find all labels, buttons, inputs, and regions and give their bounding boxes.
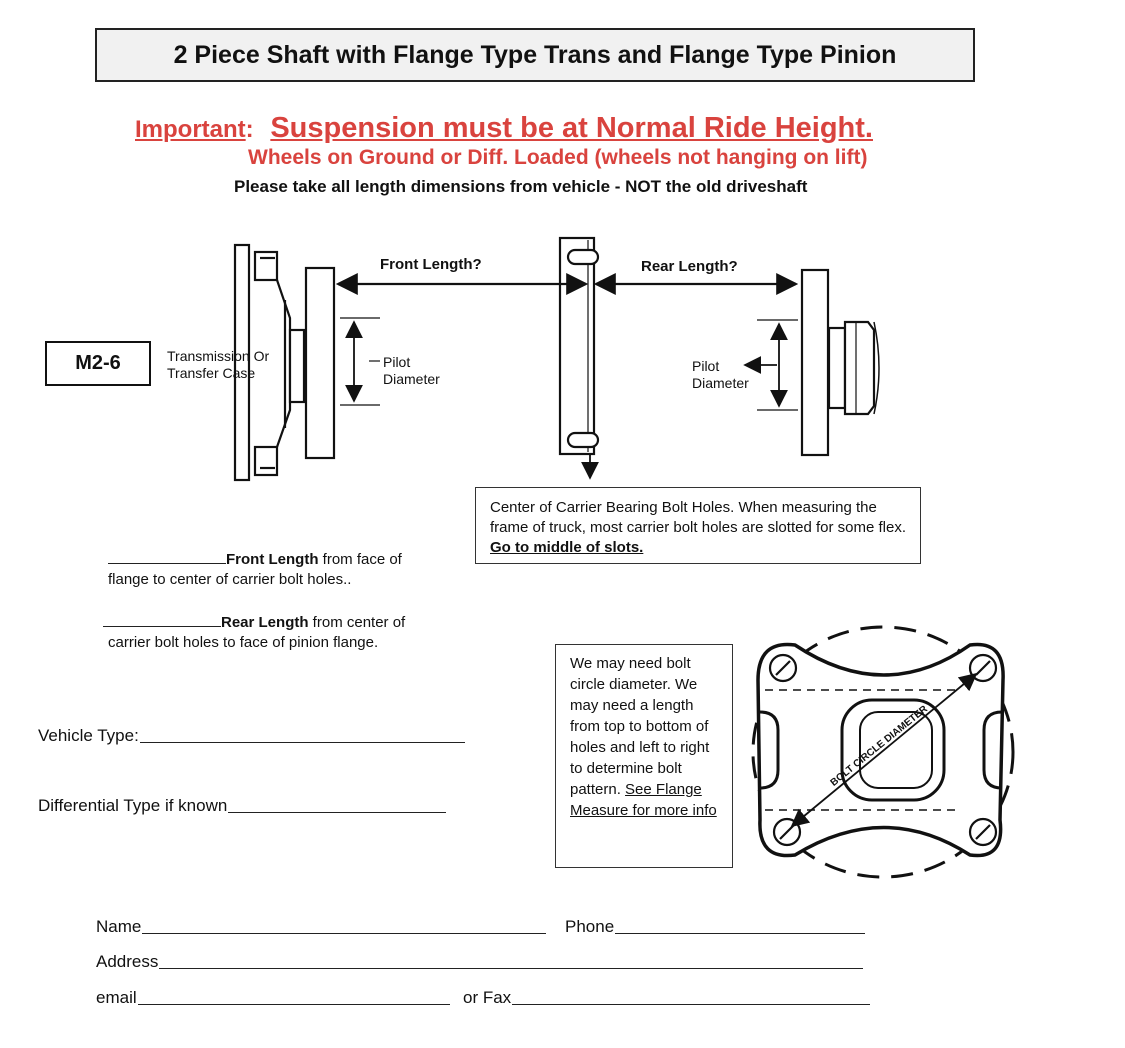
pinion-housing <box>845 322 874 414</box>
pilot-left-line-2: Diameter <box>383 371 440 387</box>
email-field <box>96 988 450 1008</box>
bolt-note-box <box>555 644 733 868</box>
rear-length-label: Rear Length? <box>641 258 738 275</box>
pinion-hub <box>829 328 845 408</box>
pilot-right-line-1: Pilot <box>692 358 720 374</box>
front-length-label: Front Length? <box>380 256 482 273</box>
important-message: Suspension must be at Normal Ride Height. <box>270 112 873 144</box>
name-field <box>96 917 546 937</box>
wheels-note: Wheels on Ground or Diff. Loaded (wheels not hanging on lift) <box>248 146 868 169</box>
fax-field <box>463 988 870 1008</box>
fax-input[interactable] <box>512 1003 870 1005</box>
trans-bolt-top <box>255 252 277 280</box>
carrier-slot-top <box>568 250 598 264</box>
address-field <box>96 952 863 972</box>
carrier-note-box <box>475 487 921 564</box>
trans-housing <box>277 280 290 447</box>
pilot-right-label <box>692 358 749 392</box>
trans-flange <box>306 268 334 458</box>
page-title: 2 Piece Shaft with Flange Type Trans and Flange Type Pinion <box>95 28 975 82</box>
trans-label-line-1: Transmission Or <box>167 348 270 364</box>
name-input[interactable] <box>142 932 546 934</box>
phone-field <box>565 917 865 937</box>
bolt-circle-label: BOLT CIRCLE DIAMETER <box>828 703 930 789</box>
rear-length-blank[interactable] <box>103 626 221 627</box>
pilot-left-label <box>383 354 440 388</box>
pilot-right-line-2: Diameter <box>692 375 749 391</box>
flange-measure-link[interactable]: See Flange Measure for more info <box>570 781 717 819</box>
bolt-note-text: We may need bolt circle diameter. We may need a length from top to bottom of holes and left to right to determine bolt pattern. <box>570 655 710 798</box>
phone-label: Phone <box>565 917 615 936</box>
pinion-flange <box>802 270 828 455</box>
vehicle-type-input[interactable] <box>140 741 465 743</box>
trans-hub <box>290 330 304 402</box>
front-length-field <box>108 550 402 590</box>
vehicle-type-label: Vehicle Type: <box>38 726 139 745</box>
email-label: email <box>96 988 137 1007</box>
rear-length-bold: Rear Length <box>221 614 309 631</box>
front-length-bold: Front Length <box>226 551 319 568</box>
address-label: Address <box>96 952 159 971</box>
carrier-slot-bottom <box>568 433 598 447</box>
rear-length-field <box>103 613 405 653</box>
important-colon: : <box>245 116 254 143</box>
rear-length-rest-1: from center of <box>308 614 406 631</box>
carrier-note-emphasis: Go to middle of slots. <box>490 539 644 556</box>
front-length-rest-2: flange to center of carrier bolt holes.. <box>108 571 352 588</box>
trans-bolt-bottom <box>255 447 277 475</box>
differential-type-label: Differential Type if known <box>38 796 228 815</box>
address-input[interactable] <box>159 967 863 969</box>
email-input[interactable] <box>138 1003 450 1005</box>
diagram-code: M2-6 <box>45 341 151 386</box>
name-label: Name <box>96 917 142 936</box>
front-length-blank[interactable] <box>108 563 226 564</box>
rear-length-rest-2: carrier bolt holes to face of pinion flange. <box>108 634 379 651</box>
phone-input[interactable] <box>615 932 865 934</box>
fax-label: or Fax <box>463 988 512 1007</box>
important-label: Important <box>135 116 246 143</box>
vehicle-type-field <box>38 726 465 746</box>
carrier-bearing <box>560 238 594 454</box>
differential-type-input[interactable] <box>228 811 446 813</box>
trans-label-line-2: Transfer Case <box>167 365 256 381</box>
differential-type-field <box>38 796 446 816</box>
front-length-rest-1: from face of <box>318 551 402 568</box>
pilot-left-line-1: Pilot <box>383 354 411 370</box>
instruction-text: Please take all length dimensions from vehicle - NOT the old driveshaft <box>234 177 808 196</box>
carrier-note-text: Center of Carrier Bearing Bolt Holes. When measuring the frame of truck, most carrier bolt holes are slotted for some flex. <box>490 499 906 536</box>
trans-label <box>167 348 269 382</box>
